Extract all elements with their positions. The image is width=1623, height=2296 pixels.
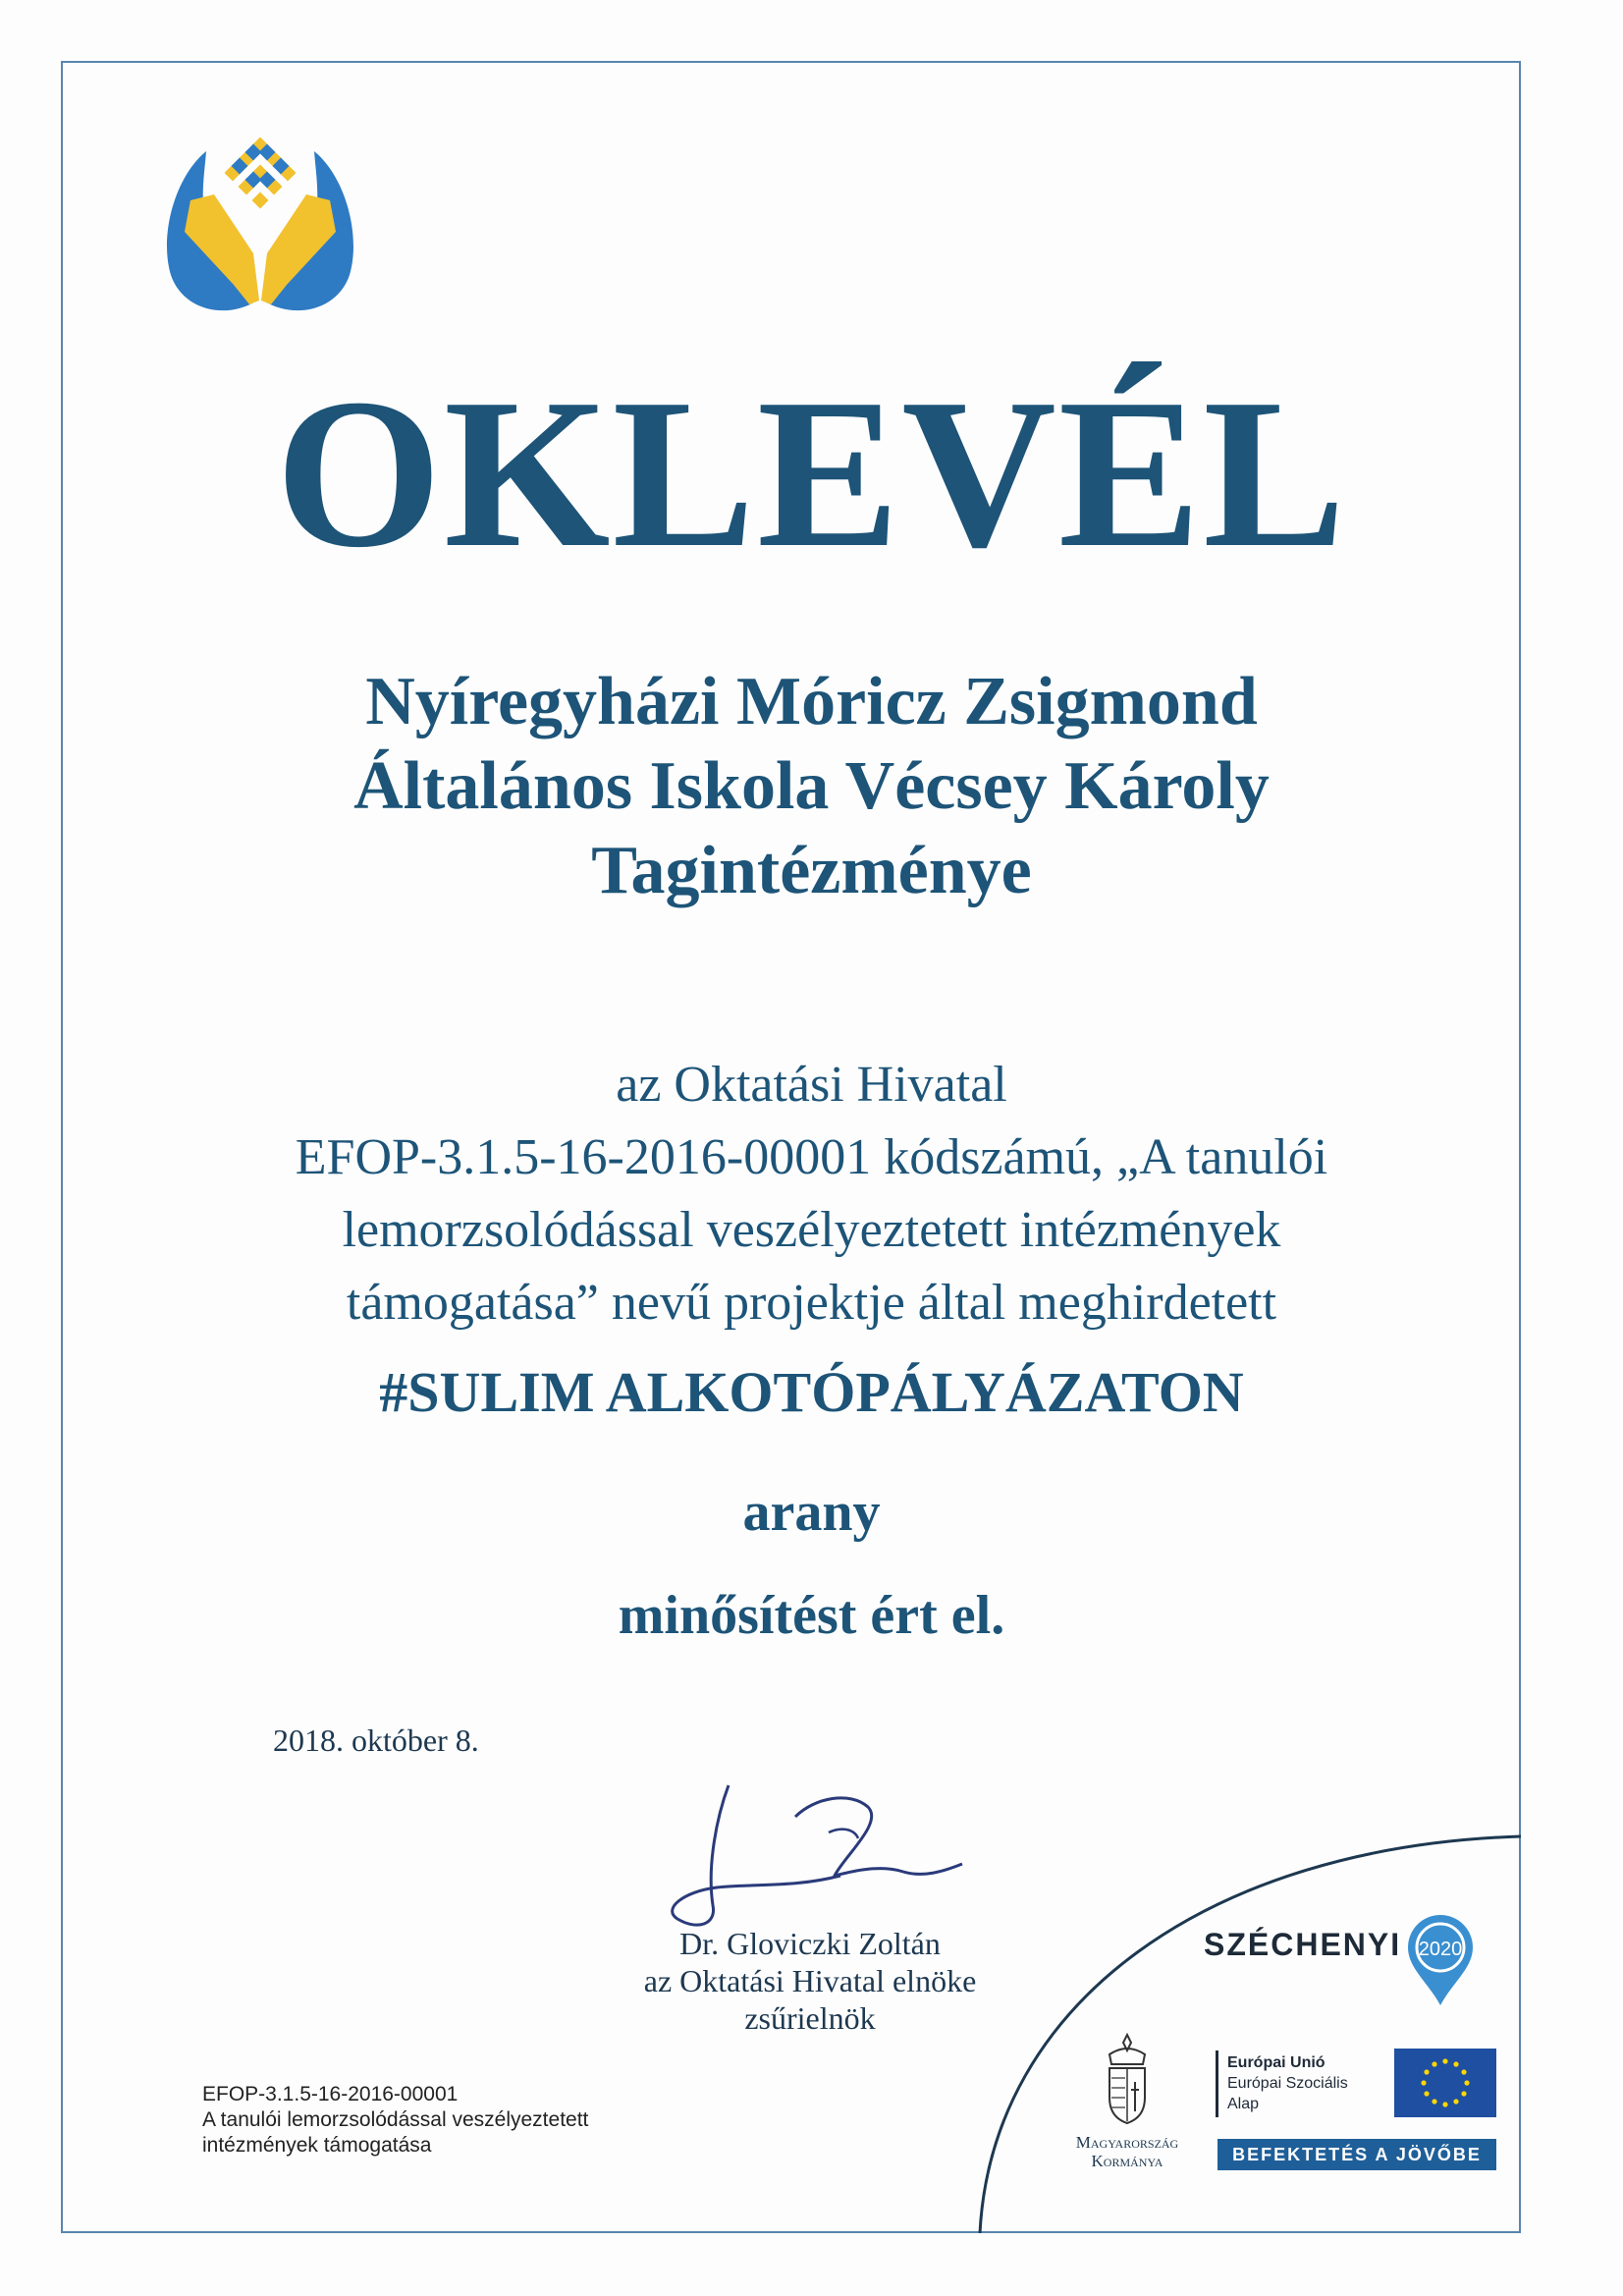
school-line: Nyíregyházi Móricz Zsigmond	[365, 664, 1258, 739]
signature-icon	[648, 1777, 982, 1935]
invest-future-banner: BEFEKTETÉS A JÖVŐBE	[1217, 2139, 1496, 2170]
signer-name: Dr. Gloviczki Zoltán	[679, 1926, 941, 1961]
hungarian-coat-of-arms-icon	[1100, 2033, 1155, 2127]
footer-line: intézmények támogatása	[202, 2134, 432, 2157]
government-line: Kormánya	[1091, 2152, 1163, 2170]
szechenyi-label: SZÉCHENYI	[1204, 1927, 1402, 1962]
award-result: minősítést ért el.	[618, 1585, 1005, 1646]
school-line: Általános Iskola Vécsey Károly	[353, 748, 1270, 824]
svg-text:2020: 2020	[1418, 1939, 1463, 1960]
school-name	[0, 660, 1623, 913]
footer-line: A tanulói lemorzsolódással veszélyeztetett	[202, 2108, 589, 2131]
award-description	[0, 1049, 1623, 1339]
hands-logo-icon	[155, 137, 365, 320]
contest-name: #SULIM ALKOTÓPÁLYÁZATON	[379, 1360, 1244, 1424]
eu-fund-label	[1227, 2052, 1348, 2114]
signer-function: zsűrielnök	[744, 2000, 876, 2036]
intro-line: az Oktatási Hivatal	[616, 1057, 1007, 1113]
eu-line: Alap	[1227, 2096, 1260, 2112]
government-label	[1049, 2133, 1206, 2170]
eu-divider	[1216, 2050, 1218, 2117]
diploma-title: OKLEVÉL	[275, 355, 1348, 592]
eu-line: Európai Unió	[1227, 2054, 1325, 2071]
signer-role: az Oktatási Hivatal elnöke	[643, 1963, 977, 1998]
intro-line: lemorzsolódással veszélyeztetett intézmények	[342, 1202, 1281, 1258]
intro-line: EFOP-3.1.5-16-2016-00001 kódszámú, „A tanulói	[295, 1129, 1328, 1185]
award-grade: arany	[742, 1482, 881, 1543]
government-line: Magyarország	[1075, 2133, 1179, 2152]
signer-block	[589, 1925, 1031, 2037]
eu-flag-icon	[1394, 2049, 1496, 2117]
school-line: Tagintézménye	[591, 833, 1032, 908]
intro-line: támogatása” nevű projektje által meghirdetett	[346, 1275, 1277, 1331]
project-footer	[202, 2082, 588, 2159]
szechenyi-2020-badge-icon	[1406, 1913, 1475, 2007]
issue-date: 2018. október 8.	[273, 1722, 479, 1758]
footer-line: EFOP-3.1.5-16-2016-00001	[202, 2083, 459, 2105]
eu-line: Európai Szociális	[1227, 2075, 1348, 2092]
